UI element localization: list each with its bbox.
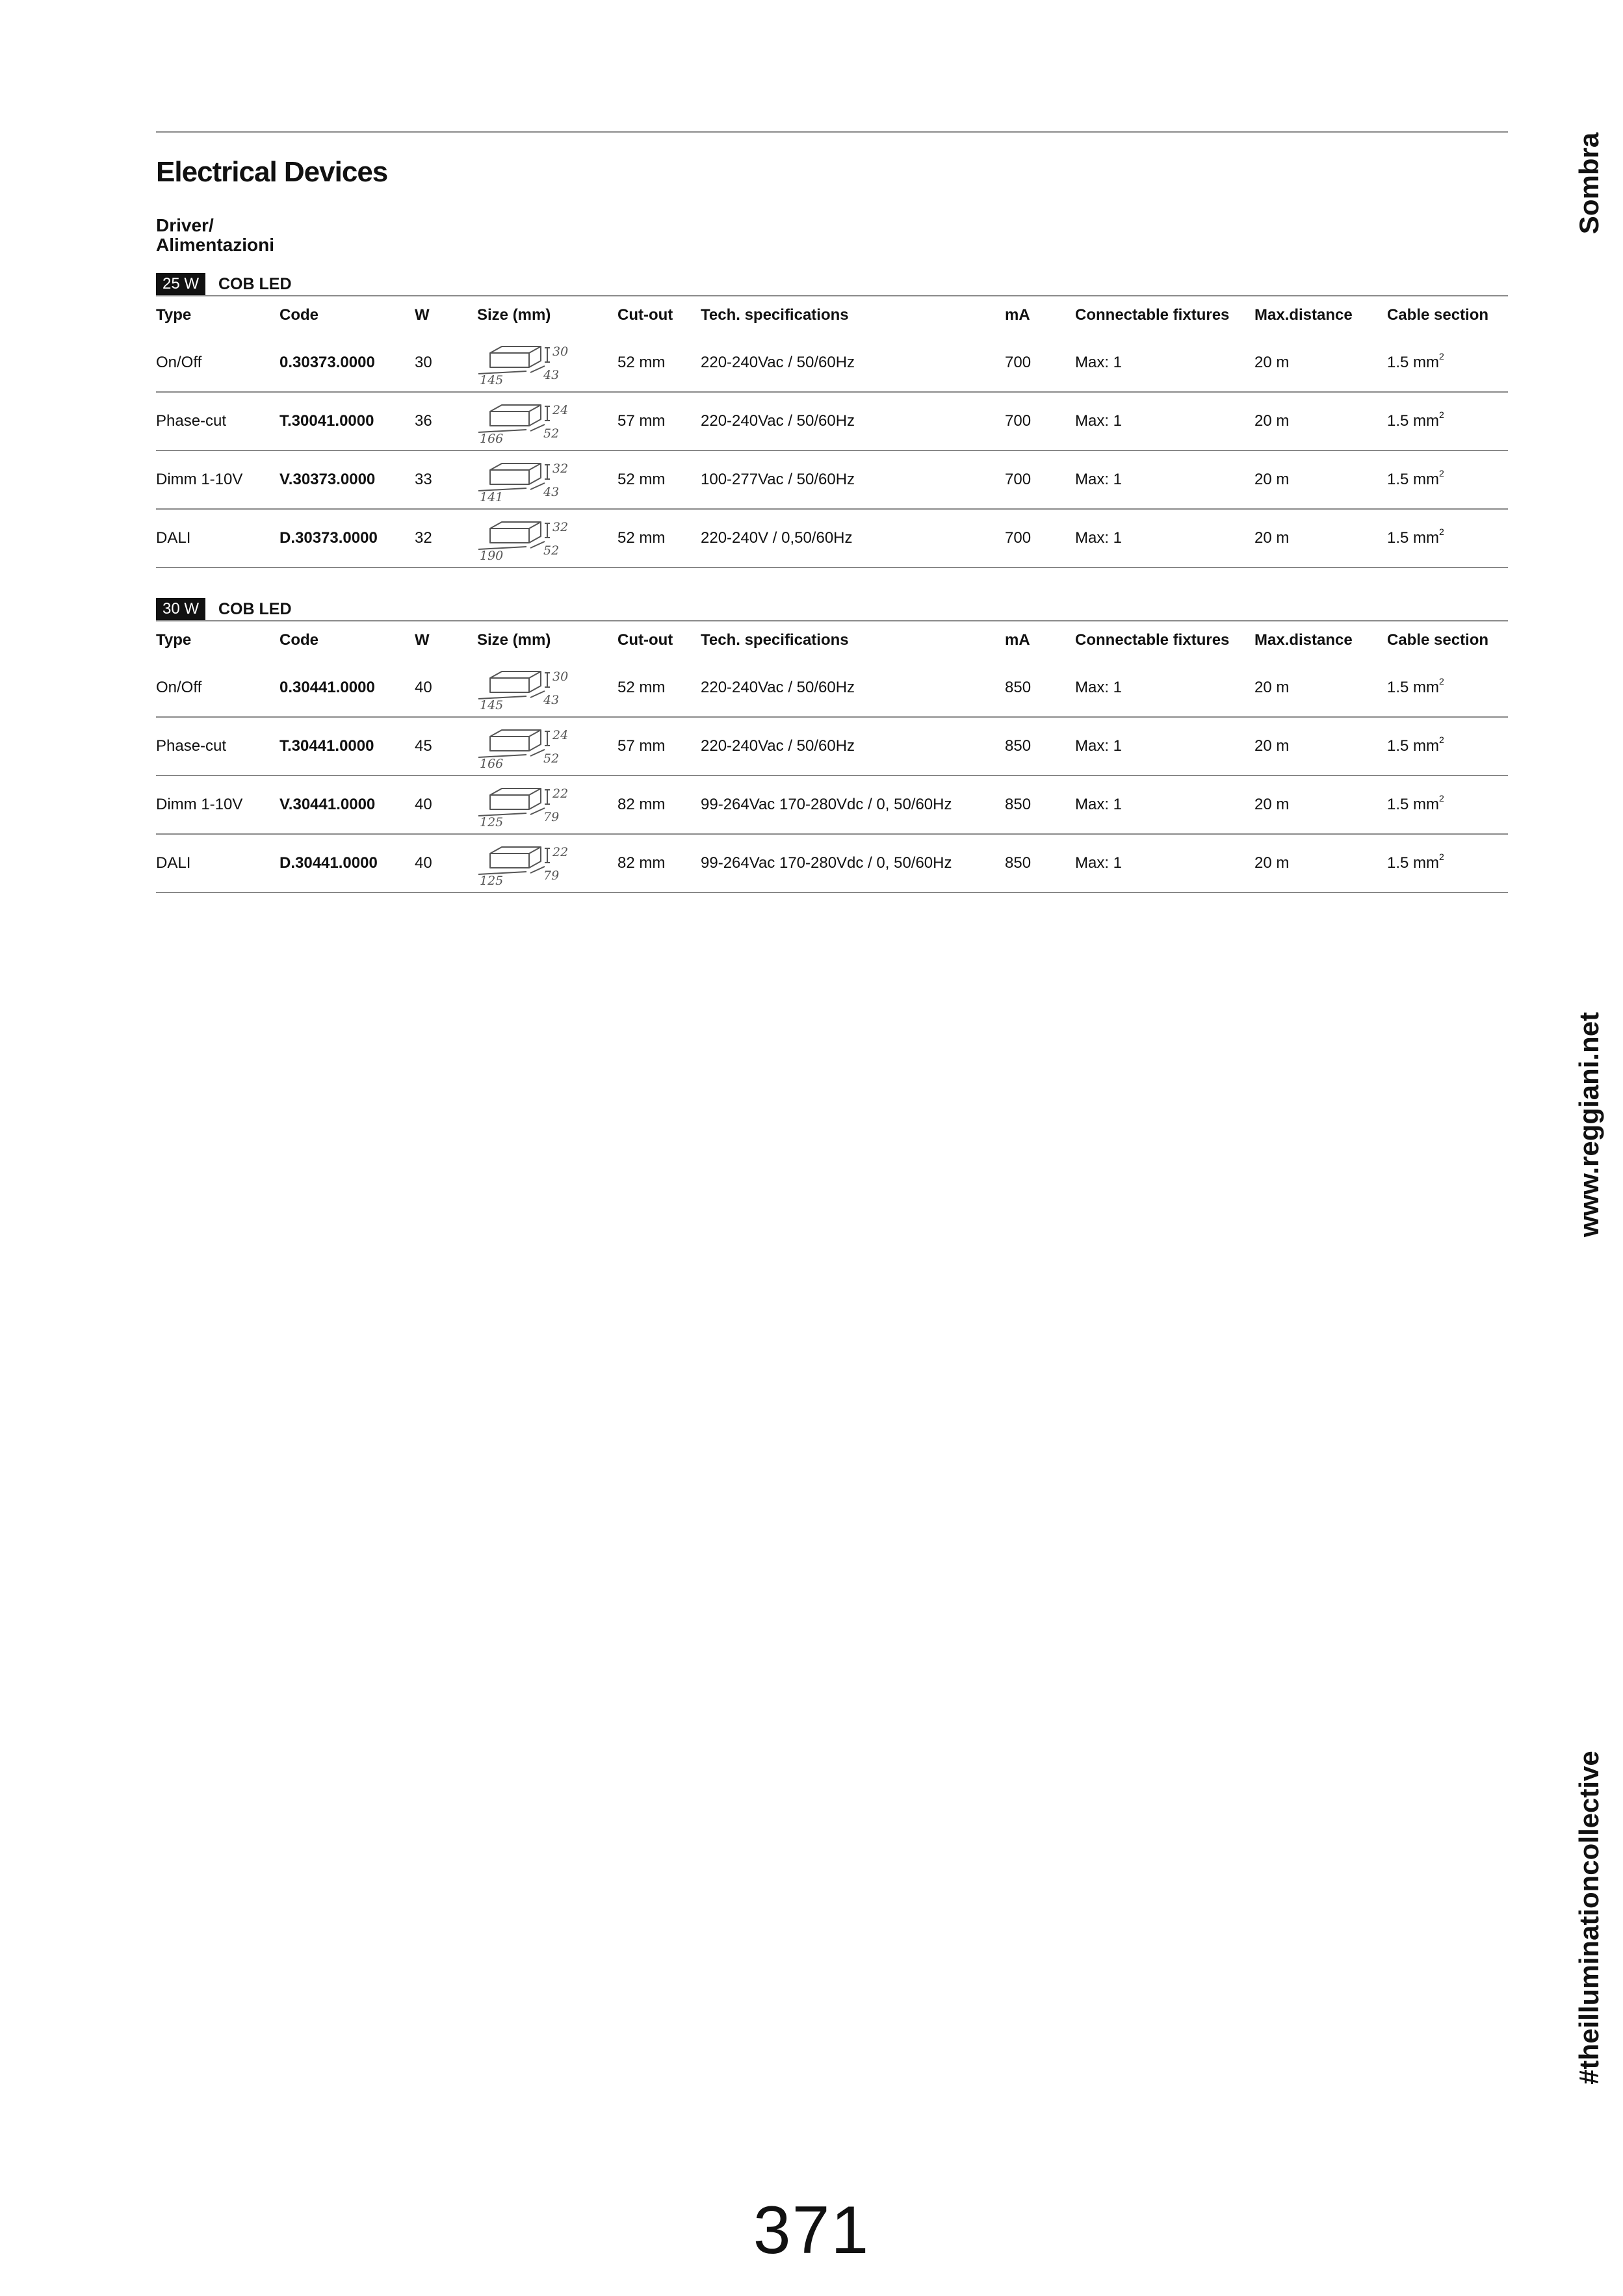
cell-distance: 20 m — [1254, 450, 1387, 509]
size-length-label: 166 — [480, 432, 504, 446]
cable-value: 1.5 mm — [1387, 529, 1440, 547]
size-height-label: 32 — [552, 520, 569, 534]
cell-code: D.30373.0000 — [279, 509, 415, 567]
box-dimension-icon — [477, 398, 575, 444]
height-bracket — [545, 406, 550, 421]
depth-line — [530, 867, 545, 873]
cell-fixtures: Max: 1 — [1075, 776, 1254, 834]
height-bracket — [545, 348, 550, 362]
cell-distance: 20 m — [1254, 776, 1387, 834]
section-header — [156, 272, 1508, 295]
cell-code: 0.30373.0000 — [279, 333, 415, 392]
page-title: Electrical Devices — [156, 156, 388, 188]
cell-w: 40 — [415, 776, 477, 834]
cell-tech: 220-240Vac / 50/60Hz — [701, 717, 1005, 776]
side-website[interactable]: www.reggiani.net — [1574, 1011, 1604, 1238]
column-header-ma: mA — [1005, 306, 1030, 324]
cell-fixtures: Max: 1 — [1075, 392, 1254, 450]
cell-ma: 850 — [1005, 834, 1075, 893]
cable-value: 1.5 mm — [1387, 412, 1440, 430]
cell-cutout: 52 mm — [617, 509, 701, 567]
cell-cutout: 52 mm — [617, 450, 701, 509]
cell-w: 30 — [415, 333, 477, 392]
column-header-size: Size (mm) — [477, 631, 551, 649]
size-length-label: 125 — [480, 874, 504, 888]
depth-line — [530, 483, 545, 489]
cell-cable — [1387, 834, 1508, 893]
cell-type: Dimm 1-10V — [156, 776, 279, 834]
cable-unit-exponent: 2 — [1439, 735, 1444, 745]
cable-value: 1.5 mm — [1387, 471, 1440, 488]
box-dimension-icon — [477, 724, 575, 769]
cell-ma: 700 — [1005, 333, 1075, 392]
cell-fixtures: Max: 1 — [1075, 717, 1254, 776]
box-outline — [490, 463, 541, 484]
cell-size — [477, 834, 617, 893]
size-length-label: 141 — [480, 490, 504, 504]
size-length-label: 125 — [480, 815, 504, 829]
cell-code: V.30441.0000 — [279, 776, 415, 834]
cell-fixtures: Max: 1 — [1075, 509, 1254, 567]
cell-distance: 20 m — [1254, 333, 1387, 392]
depth-line — [530, 366, 545, 372]
subtitle-line-2: Alimentazioni — [156, 235, 275, 255]
column-header-cable: Cable section — [1387, 306, 1489, 324]
section-30w — [156, 597, 1508, 893]
cell-tech: 99-264Vac 170-280Vdc / 0, 50/60Hz — [701, 834, 1005, 893]
spec-table — [156, 620, 1508, 893]
section-header — [156, 597, 1508, 620]
cell-fixtures: Max: 1 — [1075, 450, 1254, 509]
cell-ma: 850 — [1005, 717, 1075, 776]
cell-ma: 850 — [1005, 659, 1075, 717]
cell-distance: 20 m — [1254, 509, 1387, 567]
subtitle — [156, 216, 274, 255]
cell-cable — [1387, 450, 1508, 509]
cell-type: Phase-cut — [156, 392, 279, 450]
size-depth-label: 43 — [543, 692, 560, 707]
section-label: COB LED — [218, 600, 292, 618]
cell-type: DALI — [156, 834, 279, 893]
column-header-cutout: Cut-out — [617, 631, 673, 649]
table-row — [156, 333, 1508, 392]
power-badge: 25 W — [156, 273, 205, 295]
size-depth-label: 79 — [543, 868, 560, 883]
page-number: 371 — [753, 2193, 870, 2268]
height-bracket — [545, 731, 550, 746]
cell-tech: 220-240V / 0,50/60Hz — [701, 509, 1005, 567]
cell-distance: 20 m — [1254, 717, 1387, 776]
column-header-distance: Max.distance — [1254, 631, 1353, 649]
cell-fixtures: Max: 1 — [1075, 333, 1254, 392]
height-bracket — [545, 790, 550, 804]
column-header-distance: Max.distance — [1254, 306, 1353, 324]
section-label: COB LED — [218, 275, 292, 293]
depth-line — [530, 541, 545, 548]
cell-cable — [1387, 509, 1508, 567]
cell-size — [477, 717, 617, 776]
height-bracket — [545, 465, 550, 479]
depth-line — [530, 691, 545, 698]
top-divider — [156, 131, 1508, 133]
cell-w: 40 — [415, 834, 477, 893]
height-bracket — [545, 673, 550, 687]
size-height-label: 22 — [552, 787, 569, 801]
cable-unit-exponent: 2 — [1439, 675, 1444, 686]
box-outline — [490, 522, 541, 543]
cable-unit-exponent: 2 — [1439, 410, 1444, 420]
header-row — [156, 621, 1508, 659]
cell-cutout: 52 mm — [617, 659, 701, 717]
cell-code: T.30041.0000 — [279, 392, 415, 450]
height-bracket — [545, 523, 550, 538]
table-row — [156, 392, 1508, 450]
column-header-code: Code — [279, 306, 318, 324]
size-height-label: 24 — [552, 728, 569, 742]
cell-type: Phase-cut — [156, 717, 279, 776]
column-header-type: Type — [156, 306, 192, 324]
cell-ma: 700 — [1005, 392, 1075, 450]
cell-code: V.30373.0000 — [279, 450, 415, 509]
cell-cutout: 82 mm — [617, 834, 701, 893]
size-depth-label: 43 — [543, 367, 560, 382]
size-depth-label: 52 — [543, 543, 560, 558]
cell-size — [477, 333, 617, 392]
cell-cutout: 57 mm — [617, 717, 701, 776]
cell-type: Dimm 1-10V — [156, 450, 279, 509]
cell-cutout: 82 mm — [617, 776, 701, 834]
size-height-label: 24 — [552, 403, 569, 417]
table-head — [156, 621, 1508, 659]
cell-cable — [1387, 333, 1508, 392]
column-header-w: W — [415, 631, 430, 649]
cell-code: D.30441.0000 — [279, 834, 415, 893]
table-body — [156, 333, 1508, 567]
table-row — [156, 776, 1508, 834]
size-depth-label: 52 — [543, 426, 560, 441]
cable-value: 1.5 mm — [1387, 796, 1440, 813]
power-badge: 30 W — [156, 598, 205, 620]
column-header-w: W — [415, 306, 430, 324]
column-header-fixtures: Connectable fixtures — [1075, 306, 1230, 324]
cell-size — [477, 509, 617, 567]
cell-tech: 99-264Vac 170-280Vdc / 0, 50/60Hz — [701, 776, 1005, 834]
table-row — [156, 834, 1508, 893]
cell-distance: 20 m — [1254, 834, 1387, 893]
cell-w: 33 — [415, 450, 477, 509]
box-outline — [490, 346, 541, 367]
cable-unit-exponent: 2 — [1439, 468, 1444, 478]
header-row — [156, 296, 1508, 333]
subtitle-line-1: Driver/ — [156, 215, 214, 235]
cell-w: 36 — [415, 392, 477, 450]
table-body — [156, 659, 1508, 893]
side-brand: Sombra — [1574, 132, 1604, 235]
cell-w: 45 — [415, 717, 477, 776]
table-row — [156, 717, 1508, 776]
cell-cable — [1387, 776, 1508, 834]
box-dimension-icon — [477, 782, 575, 828]
cable-unit-exponent: 2 — [1439, 527, 1444, 537]
cell-size — [477, 776, 617, 834]
box-outline — [490, 789, 541, 809]
cable-value: 1.5 mm — [1387, 353, 1440, 371]
box-dimension-icon — [477, 665, 575, 711]
size-height-label: 32 — [552, 462, 569, 476]
size-depth-label: 52 — [543, 751, 560, 766]
column-header-tech: Tech. specifications — [701, 306, 849, 324]
cable-value: 1.5 mm — [1387, 737, 1440, 755]
size-height-label: 30 — [552, 669, 569, 684]
cable-unit-exponent: 2 — [1439, 793, 1444, 803]
cell-size — [477, 392, 617, 450]
side-hashtag: #theilluminationcollective — [1574, 1751, 1604, 2085]
cable-value: 1.5 mm — [1387, 854, 1440, 872]
column-header-cutout: Cut-out — [617, 306, 673, 324]
cell-type: On/Off — [156, 333, 279, 392]
table-row — [156, 450, 1508, 509]
depth-line — [530, 808, 545, 815]
cell-fixtures: Max: 1 — [1075, 659, 1254, 717]
depth-line — [530, 750, 545, 756]
height-bracket — [545, 848, 550, 863]
cell-cable — [1387, 717, 1508, 776]
column-header-tech: Tech. specifications — [701, 631, 849, 649]
column-header-fixtures: Connectable fixtures — [1075, 631, 1230, 649]
size-length-label: 145 — [480, 698, 504, 712]
cell-distance: 20 m — [1254, 659, 1387, 717]
cell-ma: 850 — [1005, 776, 1075, 834]
size-height-label: 30 — [552, 344, 569, 359]
size-length-label: 166 — [480, 757, 504, 771]
table-head — [156, 296, 1508, 333]
box-dimension-icon — [477, 340, 575, 385]
cell-tech: 220-240Vac / 50/60Hz — [701, 333, 1005, 392]
column-header-code: Code — [279, 631, 318, 649]
size-height-label: 22 — [552, 845, 569, 859]
cable-value: 1.5 mm — [1387, 678, 1440, 696]
cell-ma: 700 — [1005, 450, 1075, 509]
cell-size — [477, 450, 617, 509]
size-length-label: 190 — [480, 549, 504, 563]
box-outline — [490, 730, 541, 751]
table-row — [156, 659, 1508, 717]
cell-w: 40 — [415, 659, 477, 717]
cell-code: 0.30441.0000 — [279, 659, 415, 717]
box-dimension-icon — [477, 515, 575, 561]
cell-size — [477, 659, 617, 717]
box-dimension-icon — [477, 841, 575, 886]
column-header-ma: mA — [1005, 631, 1030, 649]
box-outline — [490, 405, 541, 426]
column-header-type: Type — [156, 631, 192, 649]
cell-cutout: 52 mm — [617, 333, 701, 392]
box-outline — [490, 847, 541, 868]
cell-type: DALI — [156, 509, 279, 567]
cell-ma: 700 — [1005, 509, 1075, 567]
cell-cable — [1387, 659, 1508, 717]
cell-fixtures: Max: 1 — [1075, 834, 1254, 893]
cable-unit-exponent: 2 — [1439, 350, 1444, 361]
cell-tech: 220-240Vac / 50/60Hz — [701, 392, 1005, 450]
cell-type: On/Off — [156, 659, 279, 717]
box-dimension-icon — [477, 457, 575, 502]
cell-distance: 20 m — [1254, 392, 1387, 450]
spec-table — [156, 295, 1508, 568]
cell-w: 32 — [415, 509, 477, 567]
table-row — [156, 509, 1508, 567]
cell-tech: 220-240Vac / 50/60Hz — [701, 659, 1005, 717]
box-outline — [490, 672, 541, 692]
section-25w — [156, 272, 1508, 568]
depth-line — [530, 424, 545, 431]
cell-cable — [1387, 392, 1508, 450]
column-header-cable: Cable section — [1387, 631, 1489, 649]
cell-tech: 100-277Vac / 50/60Hz — [701, 450, 1005, 509]
cell-code: T.30441.0000 — [279, 717, 415, 776]
column-header-size: Size (mm) — [477, 306, 551, 324]
size-depth-label: 43 — [543, 485, 560, 499]
size-length-label: 145 — [480, 372, 504, 387]
cell-cutout: 57 mm — [617, 392, 701, 450]
size-depth-label: 79 — [543, 810, 560, 824]
cable-unit-exponent: 2 — [1439, 852, 1444, 862]
